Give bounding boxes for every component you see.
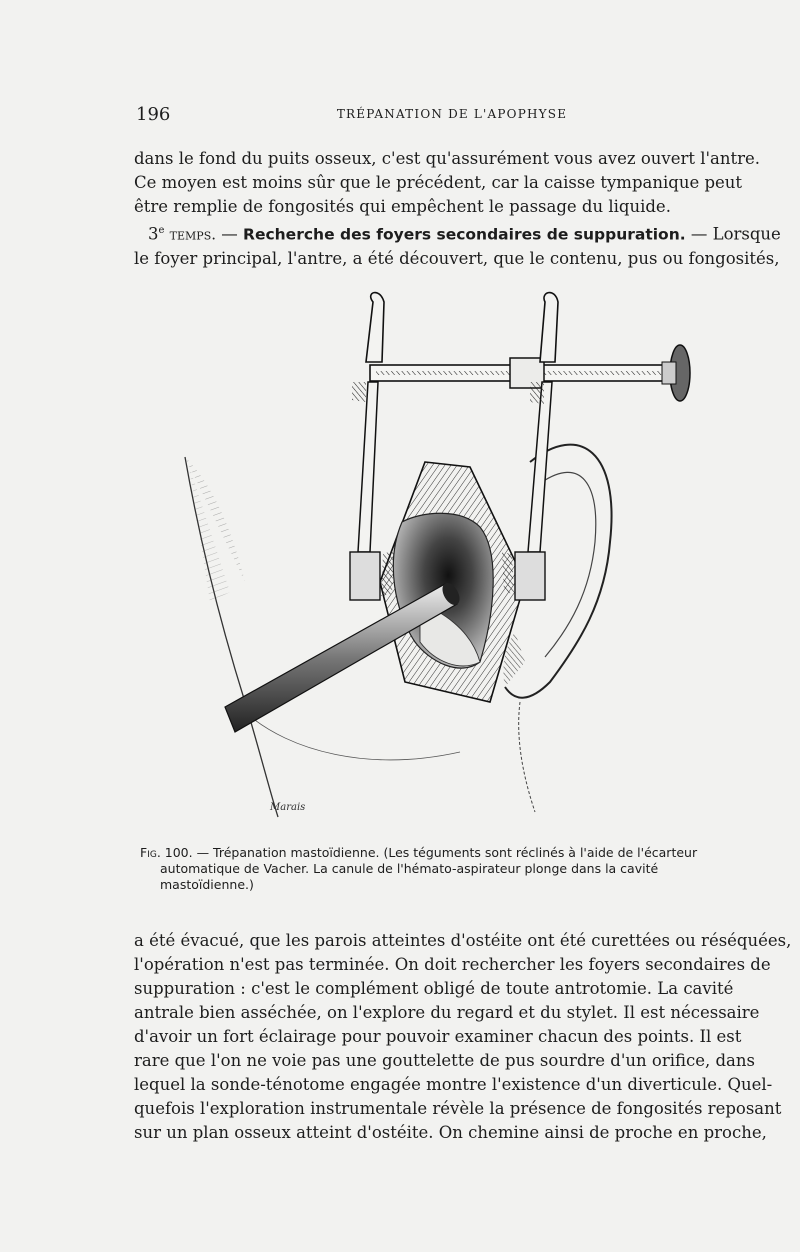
text-line: rare que l'on ne voie pas une gouttelette de pus sourdre d'un orifice, dans	[134, 1051, 755, 1070]
section-title: Recherche des foyers secondaires de suppuration.	[243, 225, 686, 244]
text-line: quefois l'exploration instrumentale révèle la présence de fongosités reposant	[134, 1099, 782, 1118]
figure-label: Fig. 100.	[140, 845, 193, 860]
page-header	[136, 104, 728, 128]
text-line: dans le fond du puits osseux, c'est qu'assurément vous avez ouvert l'antre.	[134, 149, 761, 168]
section-heading-line	[134, 219, 781, 247]
paragraph-top	[134, 147, 781, 271]
text-line: être remplie de fongosités qui empêchent le passage du liquide.	[134, 197, 671, 216]
text-line: sur un plan osseux atteint d'ostéite. On chemine ainsi de proche en proche,	[134, 1123, 767, 1142]
caption-line	[140, 845, 730, 861]
text-line: lequel la sonde-ténotome engagée montre l'existence d'un diverticule. Quel-	[134, 1075, 773, 1094]
incision	[380, 462, 525, 702]
text-line: antrale bien asséchée, on l'explore du regard et du stylet. Il est nécessaire	[134, 1003, 760, 1022]
section-number: 3	[148, 224, 159, 244]
section-rest: — Lorsque	[685, 224, 781, 244]
page-number: 196	[136, 104, 171, 125]
text-line: l'opération n'est pas terminée. On doit rechercher les foyers secondaires de	[134, 955, 771, 974]
surgical-illustration	[170, 282, 750, 822]
paragraph-bottom	[134, 929, 792, 1145]
section-word: temps.	[169, 225, 217, 244]
running-title: TRÉPANATION DE L'APOPHYSE	[336, 107, 568, 121]
text-line: Ce moyen est moins sûr que le précédent, car la caisse tympanique peut	[134, 173, 743, 192]
caption-line: mastoïdienne.)	[160, 877, 254, 892]
caption-text: — Trépanation mastoïdienne. (Les téguments sont réclinés à l'aide de l'écarteur	[192, 845, 698, 860]
section-number-sup: e	[158, 225, 165, 236]
text-line: d'avoir un fort éclairage pour pouvoir examiner chacun des points. Il est	[134, 1027, 742, 1046]
text-line: le foyer principal, l'antre, a été découvert, que le contenu, pus ou fongosités,	[134, 248, 780, 268]
figure-caption	[140, 845, 730, 893]
artist-signature: Marais	[270, 802, 306, 813]
caption-line: automatique de Vacher. La canule de l'hémato-aspirateur plonge dans la cavité	[160, 861, 659, 876]
text-line: a été évacué, que les parois atteintes d'ostéite ont été curettées ou réséquées,	[134, 931, 792, 950]
section-dash: —	[216, 224, 244, 244]
text-line: suppuration : c'est le complément obligé de toute antrotomie. La cavité	[134, 979, 734, 998]
